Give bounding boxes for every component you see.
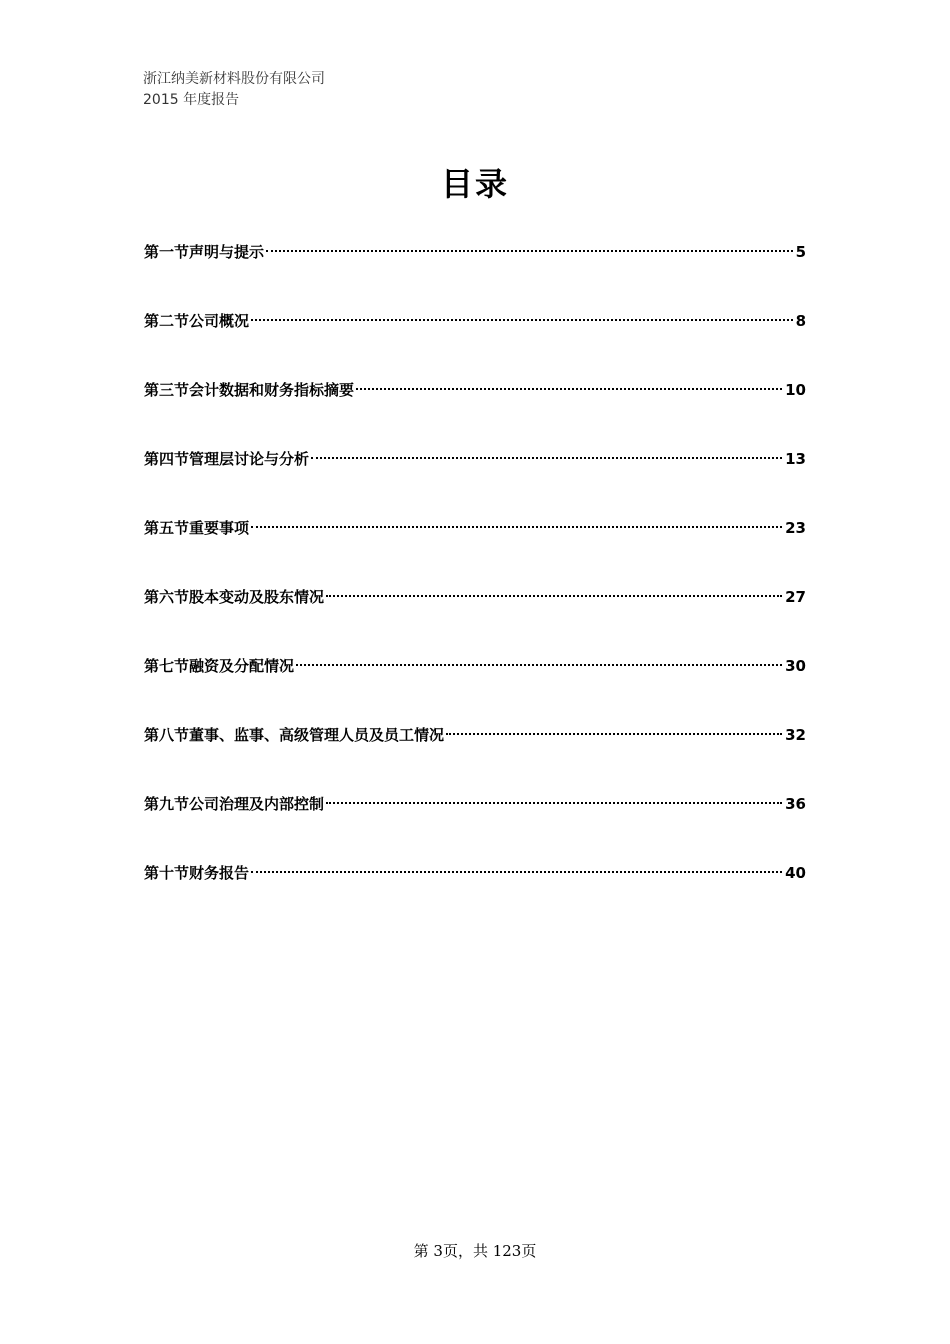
toc-entry-label: 第八节董事、监事、高级管理人员及员工情况 (144, 726, 445, 744)
toc-dot-leader (251, 871, 782, 873)
toc-entry-label: 第一节声明与提示 (144, 243, 265, 261)
toc-dot-leader (251, 319, 793, 321)
toc-entry[interactable] (144, 240, 806, 309)
toc-entry-label: 第五节重要事项 (144, 519, 250, 537)
toc-entry-page: 13 (785, 450, 806, 468)
toc-entry[interactable] (144, 723, 806, 792)
toc-dot-leader (326, 802, 782, 804)
toc-entry[interactable] (144, 585, 806, 654)
page-footer: 第 3页，共 123页 (413, 1242, 537, 1260)
toc-entry-label: 第四节管理层讨论与分析 (144, 450, 310, 468)
toc-entry-page: 30 (785, 657, 806, 675)
toc-entry-label: 第三节会计数据和财务指标摘要 (144, 381, 355, 399)
toc-entry[interactable] (144, 309, 806, 378)
toc-entry-label: 第十节财务报告 (144, 864, 250, 882)
toc-entry-page: 8 (795, 312, 806, 330)
toc-entry-label: 第六节股本变动及股东情况 (144, 588, 325, 606)
toc-dot-leader (251, 526, 782, 528)
toc-entry-label: 第二节公司概况 (144, 312, 250, 330)
toc-entry-page: 27 (785, 588, 806, 606)
toc-entry[interactable] (144, 792, 806, 861)
page-title: 目录 (440, 165, 509, 203)
toc-dot-leader (311, 457, 782, 459)
toc-entry[interactable] (144, 447, 806, 516)
toc-entry-page: 32 (785, 726, 806, 744)
toc-entry[interactable] (144, 861, 806, 930)
page-header (143, 69, 325, 111)
report-name: 2015 年度报告 (143, 92, 240, 108)
toc-entry-page: 10 (785, 381, 806, 399)
toc-dot-leader (356, 388, 782, 390)
toc-dot-leader (446, 733, 782, 735)
toc-dot-leader (266, 250, 793, 252)
toc-entry[interactable] (144, 378, 806, 447)
toc-dot-leader (326, 595, 782, 597)
toc-entry-label: 第七节融资及分配情况 (144, 657, 295, 675)
toc-entry[interactable] (144, 654, 806, 723)
toc-entry-page: 23 (785, 519, 806, 537)
table-of-contents (144, 240, 806, 930)
toc-entry-page: 5 (795, 243, 806, 261)
toc-entry-page: 36 (785, 795, 806, 813)
toc-entry[interactable] (144, 516, 806, 585)
toc-dot-leader (296, 664, 782, 666)
toc-entry-page: 40 (785, 864, 806, 882)
company-name: 浙江纳美新材料股份有限公司 (143, 71, 325, 87)
toc-entry-label: 第九节公司治理及内部控制 (144, 795, 325, 813)
